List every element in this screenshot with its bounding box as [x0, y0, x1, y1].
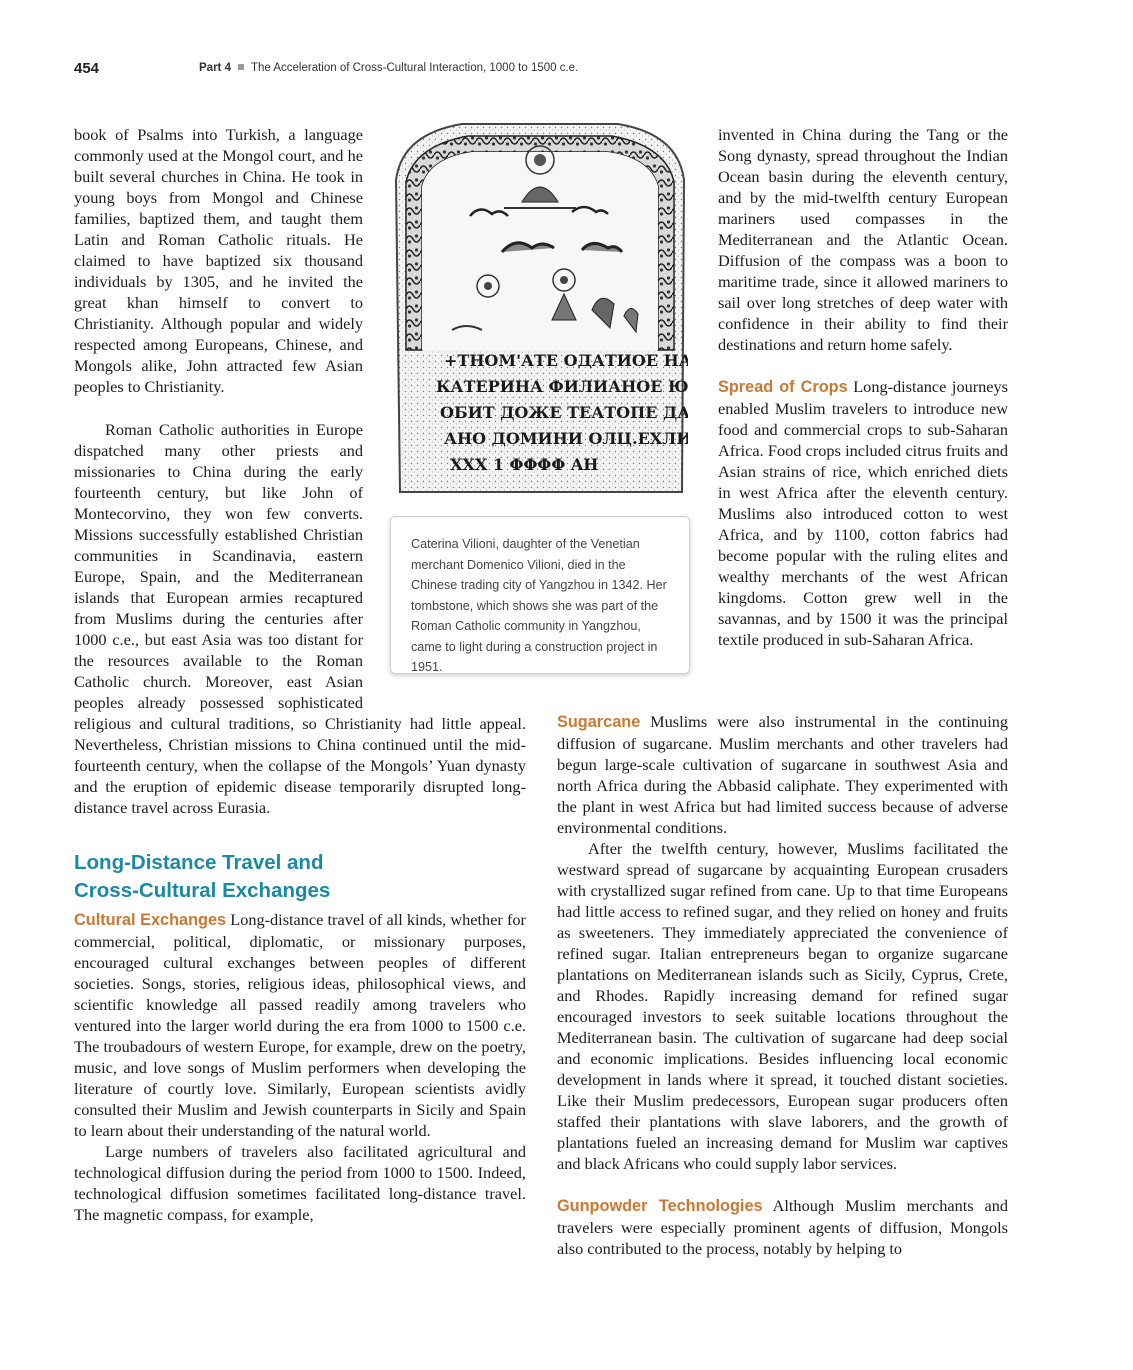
part-header	[199, 62, 578, 74]
paragraph: Large numbers of travelers also facilitated agricultural and technological diffusion during the period from 1000 to 1500. Indeed, technological diffusion sometimes facilitated long-distance travel. The magnetic compass, for example,	[74, 1142, 526, 1224]
tombstone-image	[392, 120, 688, 497]
paragraph-text: Muslims were also instrumental in the continuing diffusion of sugarcane. Muslim merchants and other travelers had begun large-scale cultivation of sugarcane in southwest Asia and north Africa during the Abbasid caliphate. They experimented with the plant in west Africa but had limited success because of adverse environmental conditions.	[557, 712, 1008, 837]
paragraph	[74, 909, 526, 1141]
page-number: 454	[74, 60, 100, 77]
tombstone-figure	[392, 120, 688, 497]
paragraph-text: Long-distance travel of all kinds, whether for commercial, political, diplomatic, or missionary purposes, encouraged cultural exchanges between peoples of different societies. Songs, stories, religious ideas, philosophical views, and scientific knowledge all passed readily among travelers who ventured into the larger world during the era from 1000 to 1500 c.e. The troubadours of western Europe, for example, drew on the poetry, music, and love songs of Muslim performers when developing the literature of courtly love. Similarly, European scientists avidly consulted their Muslim and Jewish counterparts in Sicily and Spain to learn about their understanding of the natural world.	[74, 910, 526, 1140]
paragraph	[557, 711, 1008, 838]
figure-caption: Caterina Vilioni, daughter of the Venetian merchant Domenico Vilioni, died in the Chinese trading city of Yangzhou in 1342. Her tombstone, which shows she was part of the Roman Catholic community in Yangzhou, came to light during a construction project in 1951.	[390, 516, 690, 674]
paragraph-text: Long-distance journeys enabled Muslim travelers to introduce new food and commercial crops to sub-Saharan Africa. Food crops included citrus fruits and Asian strains of rice, which enriched diets in west Africa after the eleventh century. Muslims also introduced cotton to west Africa, and by 1100, cotton fabrics had become popular with the ruling elites and wealthy merchants of the west African kingdoms. Cotton grew well in the savannas, and by 1500 it was the principal textile produced in sub-Saharan Africa.	[718, 377, 1009, 649]
left-column-upper	[74, 124, 363, 397]
subheading-spread-of-crops: Spread of Crops	[718, 378, 848, 396]
inscription-line: ХХХ 1 ΦΦΦΦ ΑΗ	[450, 455, 599, 474]
section-heading	[74, 849, 526, 905]
inscription-line: ОБИТ ДОЖЕ ТЕАТОПЕ ДА	[440, 403, 688, 422]
paragraph: After the twelfth century, however, Muslims facilitated the westward spread of sugarcane by acquainting European crusaders with crystallized sugar refined from cane. Up to that time Europeans had little access to refined sugar, and they relied on honey and fruits as sweeteners. They immediately appreciated the convenience of refined sugar. Italian entrepreneurs began to organize sugarcane plantations on Mediterranean islands such as Sicily, Cyprus, Crete, and Rhodes. Rapidly increasing demand for refined sugar encouraged investors to seek suitable locations throughout the Mediterranean basin. The cultivation of sugarcane had deep social and economic implications. Besides influencing local economic development in lands where it spread, it touched distant societies. Like their Muslim predecessors, European sugar producers often staffed their plantations with slave laborers, and the growth of plantations fueled an increasing demand for Muslim war captives and black Africans who could supply labor services.	[557, 839, 1008, 1173]
paragraph: Roman Catholic authorities in Europe dispatched many other priests and missionaries to China during the early fourteenth century, but like John of Montecorvino, they won few converts. Missions successfully established Christian communities in Scandinavia, eastern Europe, Spain, and the Mediterranean islands that European armies recaptured from Muslims during the centuries after 1000 c.e., but east Asia was too distant for the resources available to the Roman Catholic church. Moreover, east Asian peoples already possessed sophisticated religious and cultural traditions, so Christianity had little appeal. Nevertheless, Christian missions to China continued until the mid-fourteenth century, when the collapse of the Mongols’ Yuan dynasty and the eruption of epidemic disease temporarily disrupted long-distance travel across Eurasia.	[74, 420, 526, 817]
subheading-gunpowder-technologies: Gunpowder Technologies	[557, 1197, 763, 1215]
inscription-line: КАТЕРИНА ФИЛИАНОЕ Ю	[436, 377, 688, 396]
right-column-lower	[557, 711, 1008, 1259]
paragraph: invented in China during the Tang or the Song dynasty, spread throughout the Indian Ocean basin during the eleventh century, and by the mid-twelfth century European mariners used compasses in the Mediterranean and the Atlantic Ocean. Diffusion of the compass was a boon to maritime trade, since it allowed mariners to sail over long stretches of deep water with confidence in their ability to find their destinations and return home safely.	[718, 125, 1008, 354]
paragraph-text: Although Muslim merchants and travelers were especially prominent agents of diffusion, Mongols also contributed to the process, notably by helping to	[557, 1196, 1009, 1258]
subheading-sugarcane: Sugarcane	[557, 713, 641, 731]
paragraph	[557, 1195, 1008, 1259]
section-heading-line-1: Long-Distance Travel and	[74, 851, 324, 874]
inscription-line: АНО ДОМИНИ ОЛЦ.ЕХЛИ	[444, 429, 688, 448]
part-label: Part 4	[199, 62, 231, 74]
subheading-cultural-exchanges: Cultural Exchanges	[74, 911, 227, 929]
inscription-line: +ТНОМ'АТЕ ОДАТИОЕ НА	[444, 351, 688, 370]
running-header	[0, 60, 1133, 80]
paragraph: book of Psalms into Turkish, a language commonly used at the Mongol court, and he built several churches in China. He took in young boys from Mongol and Chinese families, baptized them, and taught them Latin and Roman Catholic rituals. He claimed to have baptized six thousand individuals by 1305, and he invited the great khan himself to convert to Christianity. Although popular and widely respected among Europeans, Chinese, and Mongols alike, John attracted few Asian peoples to Christianity.	[74, 125, 363, 396]
part-title: The Acceleration of Cross-Cultural Interaction, 1000 to 1500 c.e.	[250, 62, 579, 74]
section-heading-line-2: Cross-Cultural Exchanges	[74, 879, 331, 902]
square-bullet-icon	[238, 64, 244, 70]
paragraph	[718, 376, 1008, 650]
right-column-upper	[718, 124, 1008, 650]
